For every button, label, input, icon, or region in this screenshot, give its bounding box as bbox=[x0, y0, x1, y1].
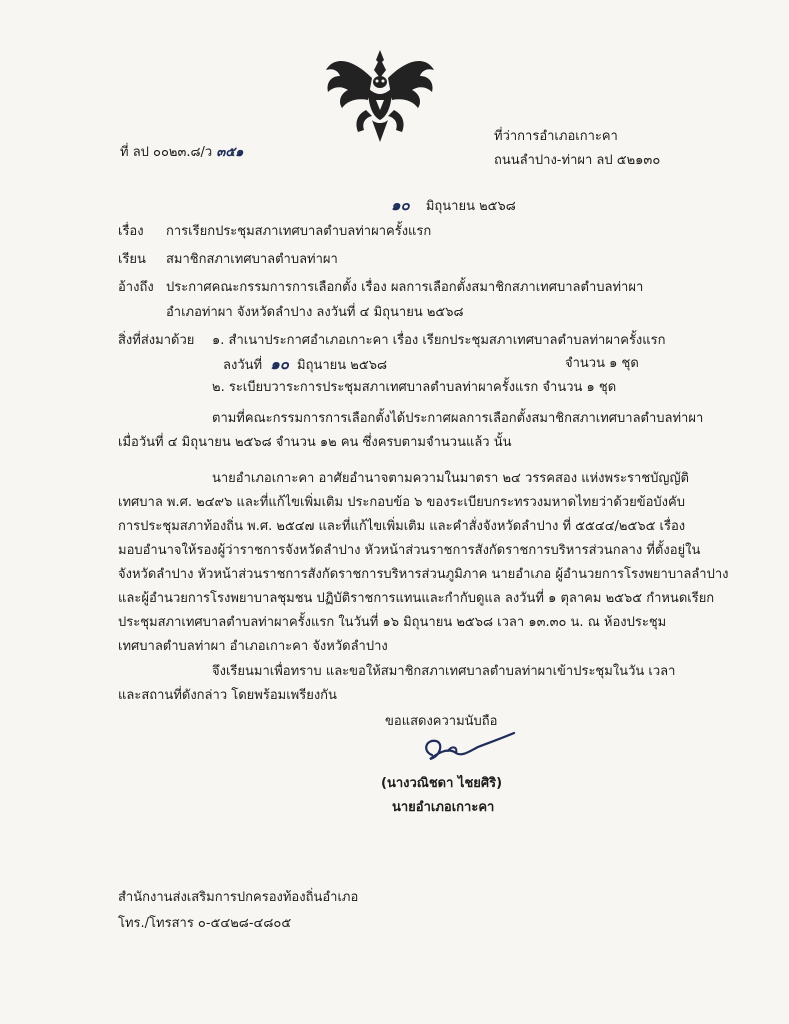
paragraph-2-line-3: การประชุมสภาท้องถิ่น พ.ศ. ๒๕๔๗ และที่แก้ไขเพิ่มเติม และคำสั่งจังหวัดลำปาง ที่ ๕๕๔๔/๒๕๖๕ เรื่อง bbox=[118, 519, 686, 534]
signer-name: (นางวณิชดา ไชยศิริ) bbox=[381, 776, 503, 791]
signature-icon bbox=[418, 725, 518, 769]
paragraph-3-line-2: และสถานที่ดังกล่าว โดยพร้อมเพรียงกัน bbox=[118, 688, 337, 703]
subject-text: การเรียกประชุมสภาเทศบาลตำบลท่าผาครั้งแรก bbox=[166, 224, 432, 239]
recipient-label: เรียน bbox=[118, 252, 146, 267]
enclosure-1-line-2 bbox=[223, 352, 387, 376]
enclosure-2: ๒. ระเบียบวาระการประชุมสภาเทศบาลตำบลท่าผาครั้งแรก จำนวน ๑ ชุด bbox=[212, 380, 617, 395]
paragraph-2-line-8: เทศบาลตำบลท่าผา อำเภอเกาะคา จังหวัดลำปาง bbox=[118, 639, 388, 654]
office-name: ที่ว่าการอำเภอเกาะคา bbox=[494, 129, 618, 144]
enclosure-1-month-year: มิถุนายน ๒๕๖๘ bbox=[297, 358, 387, 373]
reference-number-printed: ที่ ลป ๐๐๒๓.๘/ว bbox=[120, 145, 213, 160]
garuda-emblem-icon bbox=[322, 48, 438, 144]
reference-number-handwritten: ๓๕๑ bbox=[216, 145, 244, 160]
reference-line-1: ประกาศคณะกรรมการการเลือกตั้ง เรื่อง ผลการเลือกตั้งสมาชิกสภาเทศบาลตำบลท่าผา bbox=[166, 280, 644, 295]
closing-text: ขอแสดงความนับถือ bbox=[385, 714, 498, 729]
date-month-year: มิถุนายน ๒๕๖๘ bbox=[425, 199, 516, 214]
paragraph-2-line-7: ประชุมสภาเทศบาลตำบลท่าผาครั้งแรก ในวันที่ ๑๖ มิถุนายน ๒๕๖๘ เวลา ๑๓.๓๐ น. ณ ห้องประชุม bbox=[118, 615, 667, 630]
recipient-text: สมาชิกสภาเทศบาลตำบลท่าผา bbox=[166, 252, 338, 267]
paragraph-2-line-1: นายอำเภอเกาะคา อาศัยอำนาจตามความในมาตรา ๒๔ วรรคสอง แห่งพระราชบัญญัติ bbox=[212, 471, 689, 486]
enclosure-1-quantity: จำนวน ๑ ชุด bbox=[565, 356, 639, 371]
date-day-handwritten: ๑๐ bbox=[391, 196, 410, 214]
signer-title: นายอำเภอเกาะคา bbox=[392, 800, 495, 815]
paragraph-2-line-5: จังหวัดลำปาง หัวหน้าส่วนราชการสังกัดราชการบริหารส่วนภูมิภาค นายอำเภอ ผู้อำนวยการโรงพยาบาลลำปาง bbox=[118, 567, 729, 582]
paragraph-2-line-6: และผู้อำนวยการโรงพยาบาลชุมชน ปฏิบัติราชการแทนและกำกับดูแล ลงวันที่ ๑ ตุลาคม ๒๕๖๕ กำหนดเรียก bbox=[118, 591, 715, 606]
paragraph-2-line-2: เทศบาล พ.ศ. ๒๔๙๖ และที่แก้ไขเพิ่มเติม ประกอบข้อ ๖ ของระเบียบกระทรวงมหาดไทยว่าด้วยข้อบังคับ bbox=[118, 495, 685, 510]
paragraph-3-line-1: จึงเรียนมาเพื่อทราบ และขอให้สมาชิกสภาเทศบาลตำบลท่าผาเข้าประชุมในวัน เวลา bbox=[212, 664, 676, 679]
enclosure-1-day-handwritten: ๑๐ bbox=[270, 355, 289, 373]
enclosure-1-line-1: ๑. สำเนาประกาศอำเภอเกาะคา เรื่อง เรียกประชุมสภาเทศบาลตำบลท่าผาครั้งแรก bbox=[212, 333, 666, 348]
paragraph-1-line-1: ตามที่คณะกรรมการการเลือกตั้งได้ประกาศผลการเลือกตั้งสมาชิกสภาเทศบาลตำบลท่าผา bbox=[212, 411, 704, 426]
paragraph-1-line-2: เมื่อวันที่ ๔ มิถุนายน ๒๕๖๘ จำนวน ๑๒ คน ซึ่งครบตามจำนวนแล้ว นั้น bbox=[118, 435, 512, 450]
enclosure-1-date-label: ลงวันที่ bbox=[223, 358, 263, 373]
paragraph-2-line-4: มอบอำนาจให้รองผู้ว่าราชการจังหวัดลำปาง หัวหน้าส่วนราชการสังกัดราชการบริหารส่วนกลาง ที่ตั้งอยู่ใน bbox=[118, 543, 701, 558]
office-address: ถนนลำปาง-ท่าผา ลป ๕๒๑๓๐ bbox=[494, 153, 661, 168]
footer-phone: โทร./โทรสาร ๐-๕๔๒๘-๔๘๐๕ bbox=[118, 916, 292, 931]
enclosure-label: สิ่งที่ส่งมาด้วย bbox=[118, 333, 195, 348]
subject-label: เรื่อง bbox=[118, 224, 144, 239]
reference-line-2: อำเภอท่าผา จังหวัดลำปาง ลงวันที่ ๔ มิถุนายน ๒๕๖๘ bbox=[166, 305, 464, 320]
footer-department: สำนักงานส่งเสริมการปกครองท้องถิ่นอำเภอ bbox=[118, 890, 359, 905]
reference-number bbox=[120, 141, 243, 162]
letter-date bbox=[391, 193, 516, 217]
reference-label: อ้างถึง bbox=[118, 280, 154, 295]
